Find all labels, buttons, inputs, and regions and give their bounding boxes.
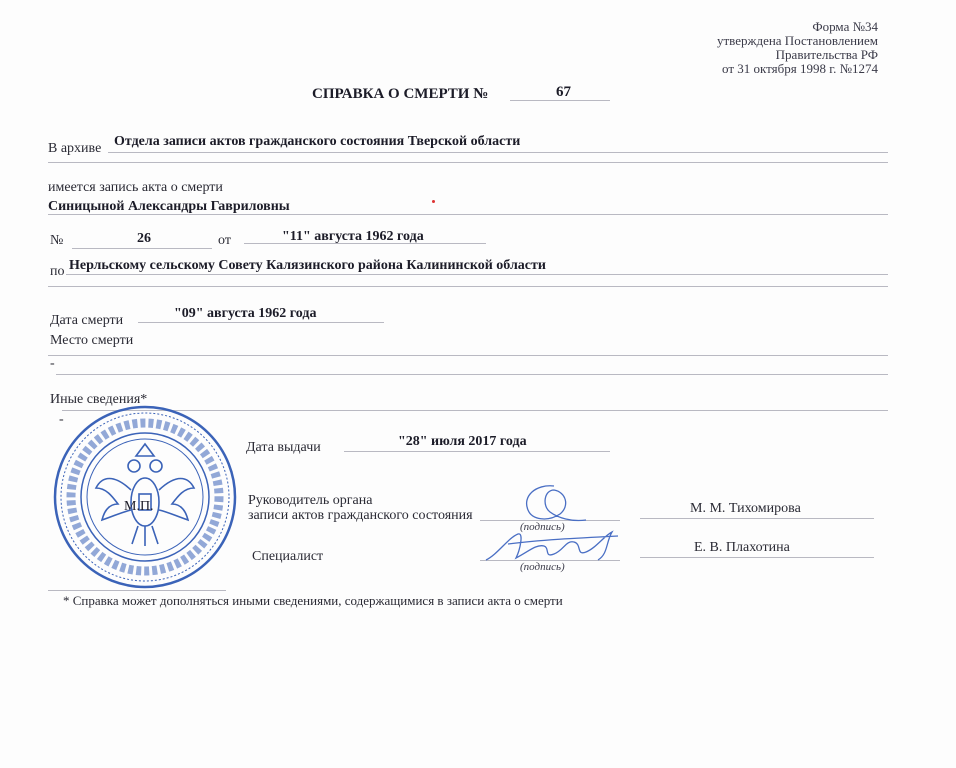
form-number: Форма №34 — [812, 19, 878, 34]
scan-artifact — [432, 200, 435, 203]
document-title: СПРАВКА О СМЕРТИ № — [312, 86, 489, 102]
footnote: * Справка может дополняться иными сведениями, содержащимися в записи акта о смерти — [63, 593, 563, 608]
seal-mp: М.П. — [124, 499, 154, 514]
record-from-label: от — [218, 233, 231, 248]
specialist-label: Специалист — [252, 549, 324, 564]
death-date: "09" августа 1962 года — [174, 306, 317, 321]
other-info-label: Иные сведения* — [50, 392, 148, 407]
head-label-2: записи актов гражданского состояния — [248, 508, 473, 523]
archive-value: Отдела записи актов гражданского состояния Тверской области — [114, 134, 521, 149]
head-label-1: Руководитель органа — [248, 493, 373, 508]
issue-date-label: Дата выдачи — [246, 440, 321, 455]
archive-label: В архиве — [48, 141, 102, 156]
death-place: - — [50, 356, 55, 371]
record-label: имеется запись акта о смерти — [48, 180, 223, 195]
form-date: от 31 октября 1998 г. №1274 — [721, 61, 878, 76]
record-number-label: № — [50, 233, 64, 248]
record-authority: Нерльскому сельскому Совету Калязинского района Калининской области — [69, 258, 546, 273]
record-number: 26 — [137, 231, 151, 246]
head-signature-caption: (подпись) — [520, 521, 565, 533]
head-signature — [514, 482, 594, 528]
specialist-signature-caption: (подпись) — [520, 561, 565, 573]
form-approved: утверждена Постановлением — [716, 33, 878, 48]
form-header — [717, 20, 878, 76]
form-government: Правительства РФ — [775, 47, 878, 62]
death-date-label: Дата смерти — [50, 313, 124, 328]
deceased-name: Синицыной Александры Гавриловны — [48, 199, 290, 214]
record-by-label: по — [50, 264, 65, 279]
official-seal — [52, 404, 238, 590]
specialist-signature — [478, 524, 628, 570]
specialist-name: Е. В. Плахотина — [694, 540, 790, 555]
head-name: М. М. Тихомирова — [690, 501, 801, 516]
record-date: "11" августа 1962 года — [282, 229, 424, 244]
certificate-number: 67 — [556, 84, 571, 100]
issue-date: "28" июля 2017 года — [398, 434, 527, 449]
death-place-label: Место смерти — [50, 333, 134, 348]
other-info-value: - — [59, 412, 64, 427]
